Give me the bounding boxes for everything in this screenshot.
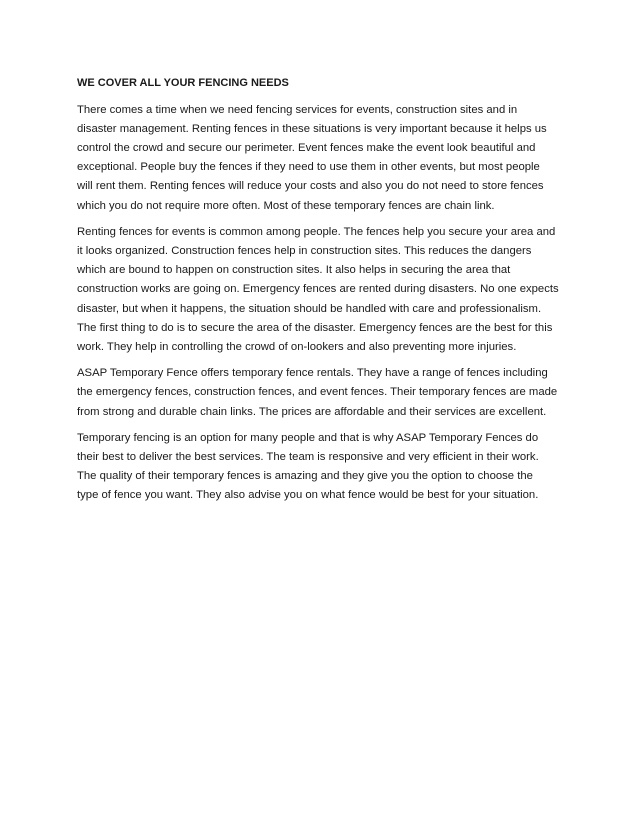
paragraph-line: work. They help in controlling the crowd of on-lookers and also preventing more injuries. <box>77 340 517 353</box>
paragraph-3 <box>77 364 557 421</box>
paragraph-line: which are bound to happen on construction sites. It also helps in securing the area that <box>77 264 511 277</box>
paragraph-line: ASAP Temporary Fence offers temporary fence rentals. They have a range of fences including <box>77 367 548 380</box>
paragraph-line: which you do not require more often. Most of these temporary fences are chain link. <box>77 199 495 212</box>
paragraph-line: will rent them. Renting fences will reduce your costs and also you do not need to store fences <box>77 180 544 193</box>
paragraph-line: from strong and durable chain links. The prices are affordable and their services are excellent. <box>77 405 547 418</box>
paragraph-line: it looks organized. Construction fences help in construction sites. This reduces the dangers <box>77 245 532 258</box>
paragraph-line: construction works are going on. Emergency fences are rented during disasters. No one expects <box>77 283 559 296</box>
paragraph-line: their best to deliver the best services. The team is responsive and very efficient in their work. <box>77 451 539 464</box>
paragraph-line: Temporary fencing is an option for many people and that is why ASAP Temporary Fences do <box>77 432 539 445</box>
paragraph-line: exceptional. People buy the fences if they need to use them in other events, but most people <box>77 161 540 174</box>
paragraph-4 <box>77 429 557 505</box>
paragraph-line: The first thing to do is to secure the area of the disaster. Emergency fences are the best for this <box>77 321 553 334</box>
paragraph-2 <box>77 223 557 357</box>
paragraph-1 <box>77 101 557 216</box>
paragraph-line: disaster, but when it happens, the situation should be handled with care and professionalism. <box>77 302 542 315</box>
paragraph-line: disaster management. Renting fences in these situations is very important because it helps us <box>77 123 547 136</box>
paragraph-line: The quality of their temporary fences is amazing and they give you the option to choose the <box>77 470 533 483</box>
paragraph-line: Renting fences for events is common among people. The fences help you secure your area and <box>77 226 556 239</box>
paragraph-line: There comes a time when we need fencing services for events, construction sites and in <box>77 104 518 117</box>
document-body <box>77 74 557 513</box>
document-heading: WE COVER ALL YOUR FENCING NEEDS <box>77 77 289 89</box>
paragraph-line: control the crowd and secure our perimeter. Event fences make the event look beautiful and <box>77 142 536 155</box>
paragraph-line: type of fence you want. They also advise you on what fence would be best for your situation. <box>77 489 539 502</box>
paragraph-line: the emergency fences, construction fences, and event fences. Their temporary fences are made <box>77 386 558 399</box>
